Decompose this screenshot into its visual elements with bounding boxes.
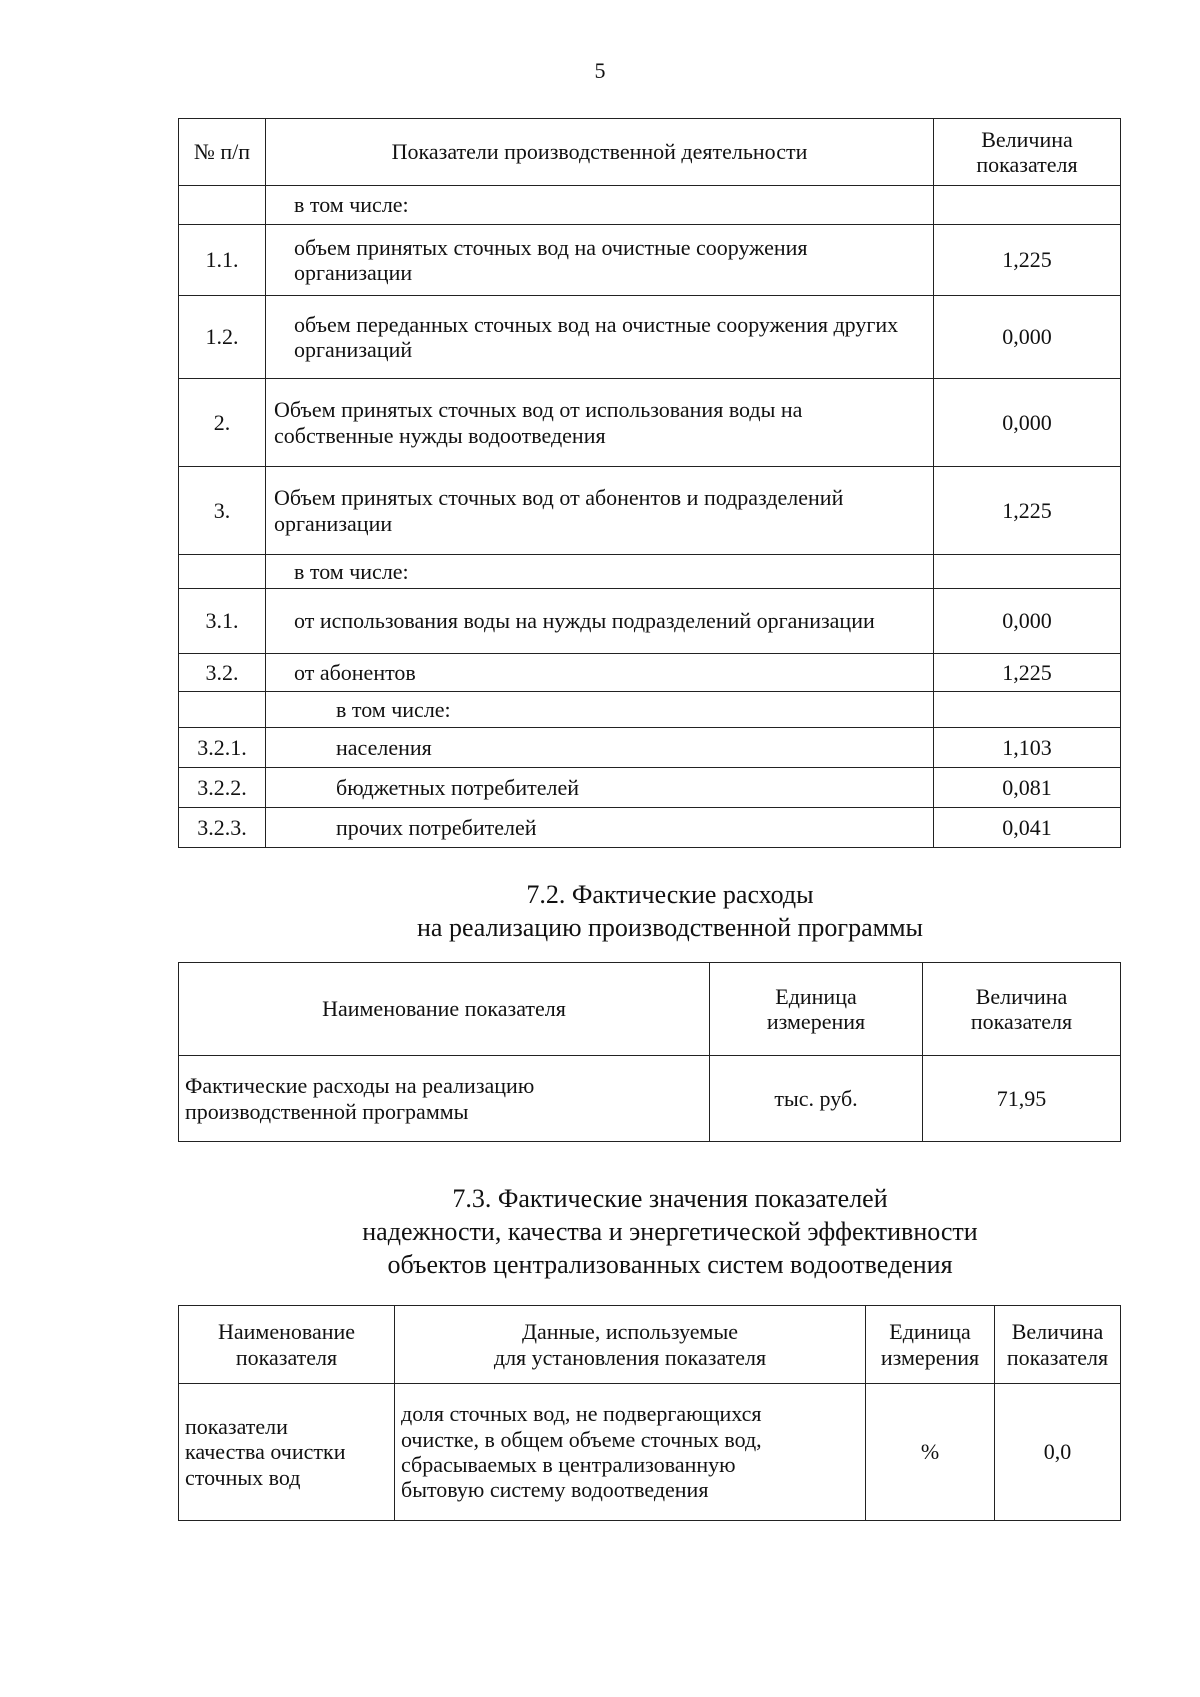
header-name: Наименование показателя [179,963,710,1056]
header-unit: Единица измерения [710,963,923,1056]
table-row: 2. Объем принятых сточных вод от использования воды на собственные нужды водоотведения 0,000 [179,379,1121,467]
table-row: 3.1. от использования воды на нужды подразделений организации 0,000 [179,589,1121,654]
table-row: 3. Объем принятых сточных вод от абонентов и подразделений организации 1,225 [179,467,1121,555]
actual-expenses-table [178,962,1121,1142]
table-row: в том числе: [179,555,1121,589]
header-value: Величина показателя [995,1306,1121,1384]
table-row: показатели качества очистки сточных вод доля сточных вод, не подвергающихся очистке, в общем объеме сточных вод, сбрасываемых в централизованную бытовую систему водоотведения % 0,0 [179,1384,1121,1521]
header-name: Наименование показателя [179,1306,395,1384]
reliability-quality-table [178,1305,1121,1521]
header-num: № п/п [179,119,266,186]
table-row: в том числе: [179,692,1121,728]
table-row: Фактические расходы на реализацию производственной программы тыс. руб. 71,95 [179,1056,1121,1142]
page-number: 5 [594,58,606,83]
production-indicators-table [178,118,1121,848]
section-title-7-3: 7.3. Фактические значения показателей надежности, качества и энергетической эффективности объектов централизованных систем водоотведения [362,1184,978,1280]
header-unit: Единица измерения [866,1306,995,1384]
header-value: Величина показателя [934,119,1121,186]
header-value: Величина показателя [923,963,1121,1056]
table-row: в том числе: [179,186,1121,225]
table-row: 1.1. объем принятых сточных вод на очистные сооружения организации 1,225 [179,225,1121,296]
table-row: 3.2.2. бюджетных потребителей 0,081 [179,768,1121,808]
table-row: 3.2.3. прочих потребителей 0,041 [179,808,1121,848]
table-row: 3.2.1. населения 1,103 [179,728,1121,768]
table-row: 3.2. от абонентов 1,225 [179,654,1121,692]
section-title-7-2: 7.2. Фактические расходы на реализацию производственной программы [416,880,923,943]
table-row: 1.2. объем переданных сточных вод на очистные сооружения других организаций 0,000 [179,296,1121,379]
header-indicator: Показатели производственной деятельности [266,119,934,186]
header-data: Данные, используемые для установления показателя [395,1306,866,1384]
